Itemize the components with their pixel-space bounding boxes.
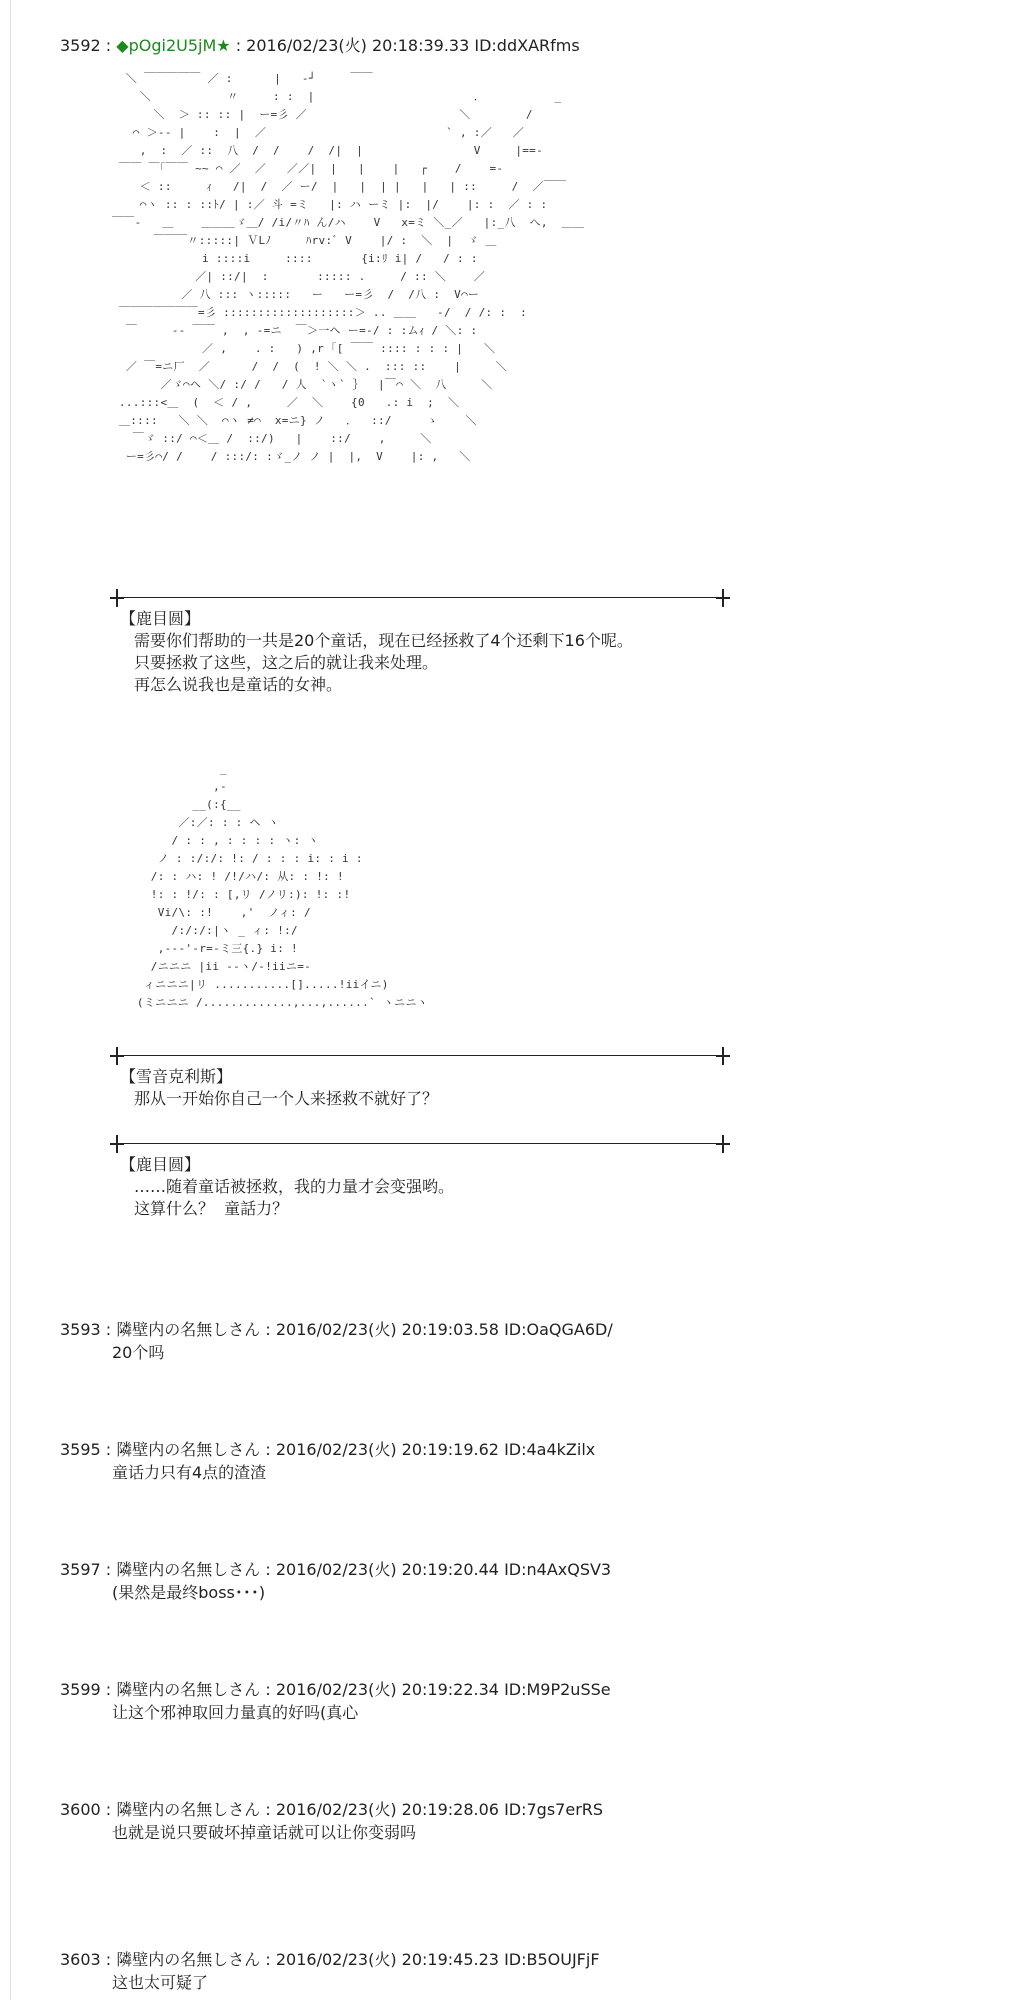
cross-icon — [110, 586, 124, 610]
speaker-madoka: 【鹿目圆】 — [120, 1155, 201, 1174]
post-header-3600: 3600 : 隣壁内の名無しさん : 2016/02/23(火) 20:19:28.06 ID:7gs7erRS — [60, 1800, 604, 1819]
cross-icon — [110, 1044, 124, 1068]
dialog-text: 需要你们帮助的一共是20个童话，现在已经拯救了4个还剩下16个呢。 只要拯救了这些，这之后的就让我来处理。 再怎么说我也是童话的女神。 — [134, 631, 633, 694]
cross-icon — [716, 1132, 730, 1156]
star-icon: ★ — [216, 36, 231, 55]
left-border — [10, 0, 11, 2000]
post-header-3592: 3592 : ◆pOgi2U5jM★ : 2016/02/23(火) 20:18:39.33 ID:ddXARfms — [60, 36, 580, 55]
separator-line — [110, 586, 730, 610]
speaker-chris: 【雪音克利斯】 — [120, 1067, 233, 1086]
ascii-art-chris: _ ,- __(:{__ ／:／: : : ヘ ヽ / : : , : : : : ヽ: ヽ ノ : :/:/: !: / : : : i: : i : /: : ハ: ! /!/ハ/: 从: : !: ! !: : !/: : [,リ /ノリ:): !: :! Vi/\: :! ,' ノィ: / /:/:/:|ヽ _ ィ: !:/ ,‐‐‐'‐r=‐ミ三{.} i: ! /ニニニ |ii ‐‐ヽ/‐!iiニ=- ィニニニ|リ ...........[].....!iiイニ) (ミニニニ /.............,...,......` ヽニニヽ — [136, 762, 429, 1009]
poster-trip: pOgi2U5jM — [128, 36, 217, 55]
ascii-art-madoka: ＼ ￣￣￣￣￣ ／ : | -┘ ￣￣ ＼ 〃 : : | ． _ ＼ ＞ :: :: | ー=彡 ／ ＼ / ⌒ ＞-‐ | : | ／ ` , :／ ／ , : ／ :: 八 / / / /| | V |==- ￣￣ ￣｢￣￣ ~~ ⌒ ／ ／ ／／| | | | ┌ / =- ＜ :: ｨ /| / ／ ー/ | | | | | | :: / ／￣￣ ⌒ヽ :: : ::ﾄ/ | :／ 斗 =ミ |: ハ ーミ |: |/ |: : ／ : : ￣￣- ＿ ＿＿＿ゞ＿/ /i/〃ﾊ ん/ハ V x=ミ ＼_／ |:_八 へ, ＿＿ ￣￣￣〃:::::| ＶLﾉ ﾊrv:ﾞ V |/ : ＼ | ゞ ＿ i ::::i :::: {i:ﾘ i| / / : : ／| ::/| : ::::: . / :: ＼ ／ ／ 八 ::: ヽ::::: ー ー=彡 / /八 : V⌒ー ￣￣￣￣￣￣￣=彡 :::::::::::::::::::＞ .. ＿＿ -/ / /: : : ￣ -- ￣￣ , , -=ニ ￣＞一ヘ ー=-/ : :ムｨ / ＼: : ／ , . : ) ,r ｢[ ￣￣ :::: : : : | ＼ ／ ￣=ニ厂 ／ / / ( ! ＼ ＼ . ::: :: | ＼ ／ゞ⌒ヘ ＼/ :/ / / 人 `ヽ` ｝ |￣⌒ ＼ 八 ＼ ...:::<＿ ( ＜ / , ／ ＼ {0 .: i ; ＼ ＿:::: ＼ ＼ ⌒ヽ ≠⌒ x=ニ} ノ ． ::/ ゝ ＼ ￣ゞ ::/ ⌒＜＿ / ::/) | ::/ , ＼ ー=彡⌒/ / / :::/: :ゞ_ノ ノ | |, V |: , ＼ — [112, 72, 585, 463]
post-body-3597: (果然是最终boss･･･) — [112, 1583, 266, 1602]
separator-line — [110, 1132, 730, 1156]
post-number: 3592 — [60, 36, 101, 55]
cross-icon — [110, 1132, 124, 1156]
post-date: 2016/02/23(火) 20:18:39.33 — [246, 36, 470, 55]
post-header-3597: 3597 : 隣壁内の名無しさん : 2016/02/23(火) 20:19:20.44 ID:n4AxQSV3 — [60, 1560, 612, 1579]
post-header-3595: 3595 : 隣壁内の名無しさん : 2016/02/23(火) 20:19:19.62 ID:4a4kZilx — [60, 1440, 596, 1459]
post-body-3599: 让这个邪神取回力量真的好吗(真心 — [112, 1703, 359, 1722]
post-body-3600: 也就是说只要破坏掉童话就可以让你变弱吗 — [112, 1823, 417, 1842]
trip-diamond-icon: ◆ — [116, 36, 129, 55]
post-header-3593: 3593 : 隣壁内の名無しさん : 2016/02/23(火) 20:19:03.58 ID:OaQGA6D/ — [60, 1320, 613, 1339]
post-body-3593: 20个吗 — [112, 1343, 165, 1362]
dialog-text: 那从一开始你自己一个人来拯救不就好了？ — [134, 1089, 439, 1108]
cross-icon — [716, 1044, 730, 1068]
separator-line — [110, 1044, 730, 1068]
dialog-text: ……随着童话被拯救，我的力量才会变强哟。 这算什么？ 童話力？ — [134, 1177, 455, 1218]
post-header-3603: 3603 : 隣壁内の名無しさん : 2016/02/23(火) 20:19:45.23 ID:B5OUJFjF — [60, 1950, 600, 1969]
post-id: ID:ddXARfms — [474, 36, 580, 55]
cross-icon — [716, 586, 730, 610]
post-body-3603: 这也太可疑了 — [112, 1973, 209, 1992]
post-header-3599: 3599 : 隣壁内の名無しさん : 2016/02/23(火) 20:19:22.34 ID:M9P2uSSe — [60, 1680, 611, 1699]
speaker-madoka: 【鹿目圆】 — [120, 609, 201, 628]
post-body-3595: 童话力只有4点的渣渣 — [112, 1463, 267, 1482]
